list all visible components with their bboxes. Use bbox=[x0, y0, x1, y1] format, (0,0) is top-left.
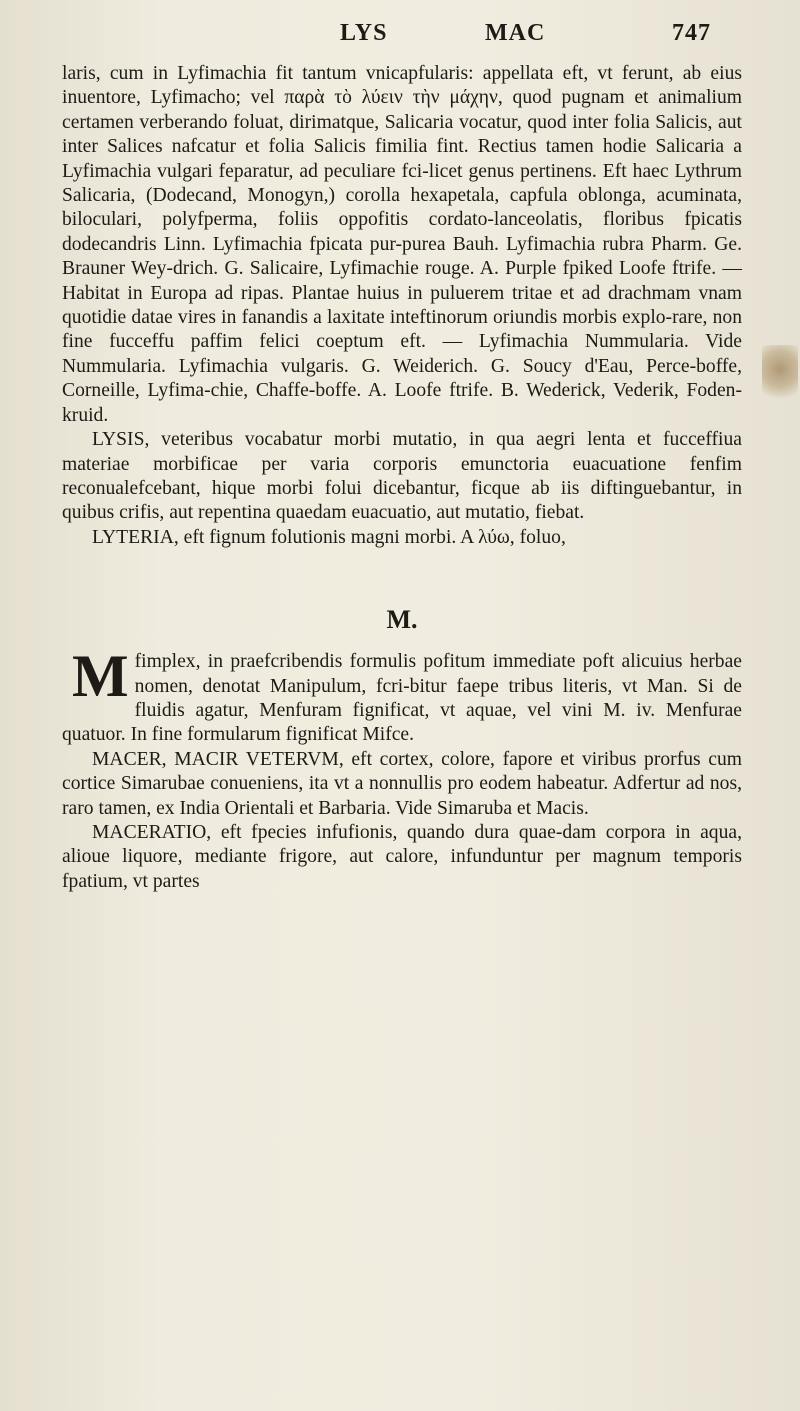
running-header bbox=[340, 20, 760, 60]
entry-lysis: LYSIS, veteribus vocabatur morbi mutatio, in qua aegri lenta et fucceffiua materiae morbificae per varia corporis emunctoria euacuatione fenfim reconualefcebant, hique morbi folui dicebantur, ficque ab iis diftinguebantur, in quibus crifis, aut repentina quaedam euacuatio, aut mutatio, fiebat. bbox=[62, 429, 742, 524]
drop-cap-letter: M bbox=[72, 643, 129, 710]
header-left-word: LYS bbox=[340, 20, 388, 46]
entry-maceratio: MACERATIO, eft fpecies infufionis, quando dura quae-dam corpora in aqua, alioue liquore, mediante frigore, aut calore, infunduntur per magnum temporis fpatium, vt partes bbox=[62, 821, 742, 892]
entry-m-text: fimplex, in praefcribendis formulis pofitum immediate poft alicuius herbae nomen, denotat Manipulum, fcri-bitur faepe tribus literis, vt Man. Si de fluidis agatur, Menfuram fignificat, vt aquae, vel vini M. iv. Menfurae quatuor. In fine formularum fignificat Mifce. bbox=[62, 651, 742, 746]
entry-macer: MACER, MACIR VETERVM, eft cortex, colore, fapore et viribus prorfus cum cortice Simarubae conueniens, ita vt a nonnullis pro eodem habeatur. Adfertur ad nos, raro tamen, ex India Orientali et Barbaria. Vide Simaruba et Macis. bbox=[62, 748, 742, 819]
page-number: 747 bbox=[672, 20, 711, 46]
section-heading: M. bbox=[386, 605, 418, 635]
section-spacer bbox=[62, 550, 742, 600]
page-stain-decoration bbox=[762, 345, 798, 405]
body-text bbox=[62, 62, 742, 894]
entry-lyteria: LYTERIA, eft fignum folutionis magni morbi. A λύω, foluo, bbox=[92, 526, 566, 548]
entry-m bbox=[62, 643, 742, 748]
header-mid-word: MAC bbox=[485, 20, 546, 46]
entry-lysimachia: laris, cum in Lyfimachia fit tantum vnicapfularis: appellata eft, vt ferunt, ab eius inuentore, Lyfimacho; vel παρὰ τὸ λύειν τὴν μάχην, quod pugnam et animalium certamen verberando foluat, dirimatque, Salicaria vocatur, quod inter folia Salicis, aut inter Salices nafcatur et folia Salicis fimilia fint. Rectius tamen hodie Salicaria a Lyfimachia vulgari feparatur, ad peculiare fci-licet genus pertinens. Eft haec Lythrum Salicaria, (Dodecand, Monogyn,) corolla hexapetala, capfula oblonga, acuminata, biloculari, polyfperma, foliis oppofitis cordato-lanceolatis, floribus fpicatis dodecandris Linn. Lyfimachia fpicata pur-purea Bauh. Lyfimachia rubra Pharm. Ge. Brauner Wey-drich. G. Salicaire, Lyfimachie rouge. A. Purple fpiked Loofe ftrife. — Habitat in Europa ad ripas. Plantae huius in puluerem tritae et ad drachmam vnam quotidie datae vires in fanandis a laxitate inteftinorum oriundis morbis explo-rare, non fine fucceffu paffim felici coeptum eft. — Lyfimachia Nummularia. Vide Nummularia. Lyfimachia vulgaris. G. Weiderich. G. Soucy d'Eau, Perce-boffe, Corneille, Lyfima-chie, Chaffe-boffe. A. Loofe ftrife. B. Wederick, Vederik, Foden-kruid. bbox=[62, 63, 742, 426]
